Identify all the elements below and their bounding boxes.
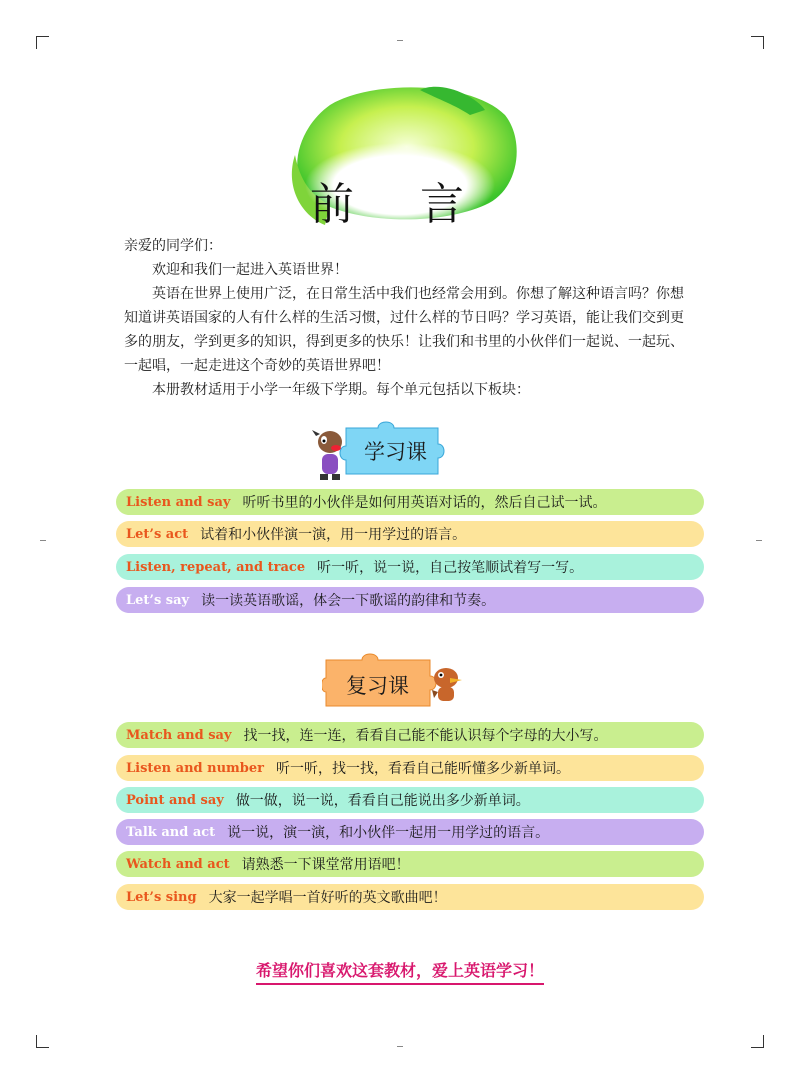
intro-greeting: 亲爱的同学们： <box>124 238 222 254</box>
row-description: 做一做，说一说，看看自己能说出多少新单词。 <box>235 793 530 809</box>
row-label: Match and say <box>126 727 232 743</box>
review-badge <box>322 650 472 716</box>
crop-tick-left <box>40 540 46 541</box>
row-description: 听听书里的小伙伴是如何用英语对话的，然后自己试一试。 <box>242 495 607 511</box>
row-label: Watch and act <box>126 856 230 872</box>
intro-paragraph-3: 本册教材适用于小学一年级下学期。每个单元包括以下板块： <box>152 382 530 398</box>
row-description: 试着和小伙伴演一演，用一用学过的语言。 <box>200 527 467 543</box>
crop-mark-top-left <box>36 36 49 49</box>
crop-mark-bottom-right <box>751 1035 764 1048</box>
row-description: 说一说，演一演，和小伙伴一起用一用学过的语言。 <box>227 825 550 841</box>
row-label: Listen and number <box>126 760 265 776</box>
row-label: Listen and say <box>126 494 231 510</box>
review-row-watch-and-act <box>116 851 704 877</box>
crop-tick-top <box>397 40 403 41</box>
study-row-listen-repeat-trace <box>116 554 704 580</box>
row-description: 请熟悉一下课堂常用语吧！ <box>241 857 410 873</box>
review-row-match-and-say <box>116 722 704 748</box>
row-label: Point and say <box>126 792 224 808</box>
review-row-lets-sing <box>116 884 704 910</box>
study-row-lets-act <box>116 521 704 547</box>
row-description: 大家一起学唱一首好听的英文歌曲吧！ <box>208 890 447 906</box>
study-badge <box>308 418 458 484</box>
bird-mascot-icon <box>426 660 466 710</box>
row-description: 听一听，找一找，看看自己能听懂多少新单词。 <box>276 761 571 777</box>
crop-mark-top-right <box>751 36 764 49</box>
row-label: Listen, repeat, and trace <box>126 559 306 575</box>
study-row-lets-say <box>116 587 704 613</box>
closing-text: 希望你们喜欢这套教材，爱上英语学习！ <box>256 958 544 985</box>
row-description: 读一读英语歌谣，体会一下歌谣的韵律和节奏。 <box>201 593 496 609</box>
intro-paragraph-1: 欢迎和我们一起进入英语世界！ <box>152 262 348 278</box>
row-label: Let’s act <box>126 526 189 542</box>
closing-message <box>0 958 800 985</box>
row-description: 听一听，说一说，自己按笔顺试着写一写。 <box>317 560 584 576</box>
row-label: Talk and act <box>126 824 216 840</box>
intro-section <box>124 234 694 402</box>
crop-tick-bottom <box>397 1046 403 1047</box>
intro-paragraph-2: 英语在世界上使用广泛，在日常生活中我们也经常会用到。你想了解这种语言吗？你想知道讲英语国家的人有什么样的生活习惯，过什么样的节日吗？学习英语，能让我们交到更多的朋友，学到更多的知识，得到更多的快乐！让我们和书里的小伙伴们一起说、一起玩、一起唱，一起走进这个奇妙的英语世界吧！ <box>124 286 684 374</box>
row-label: Let’s say <box>126 592 190 608</box>
review-row-listen-and-number <box>116 755 704 781</box>
study-row-listen-and-say <box>116 489 704 515</box>
review-row-talk-and-act <box>116 819 704 845</box>
dog-mascot-icon <box>310 426 350 484</box>
review-row-point-and-say <box>116 787 704 813</box>
review-badge-label: 复习课 <box>346 674 409 698</box>
study-badge-label: 学习课 <box>364 440 427 464</box>
page-title: 前 言 <box>310 179 490 230</box>
row-description: 找一找，连一连，看看自己能不能认识每个字母的大小写。 <box>243 728 608 744</box>
crop-mark-bottom-left <box>36 1035 49 1048</box>
row-label: Let’s sing <box>126 889 197 905</box>
crop-tick-right <box>756 540 762 541</box>
